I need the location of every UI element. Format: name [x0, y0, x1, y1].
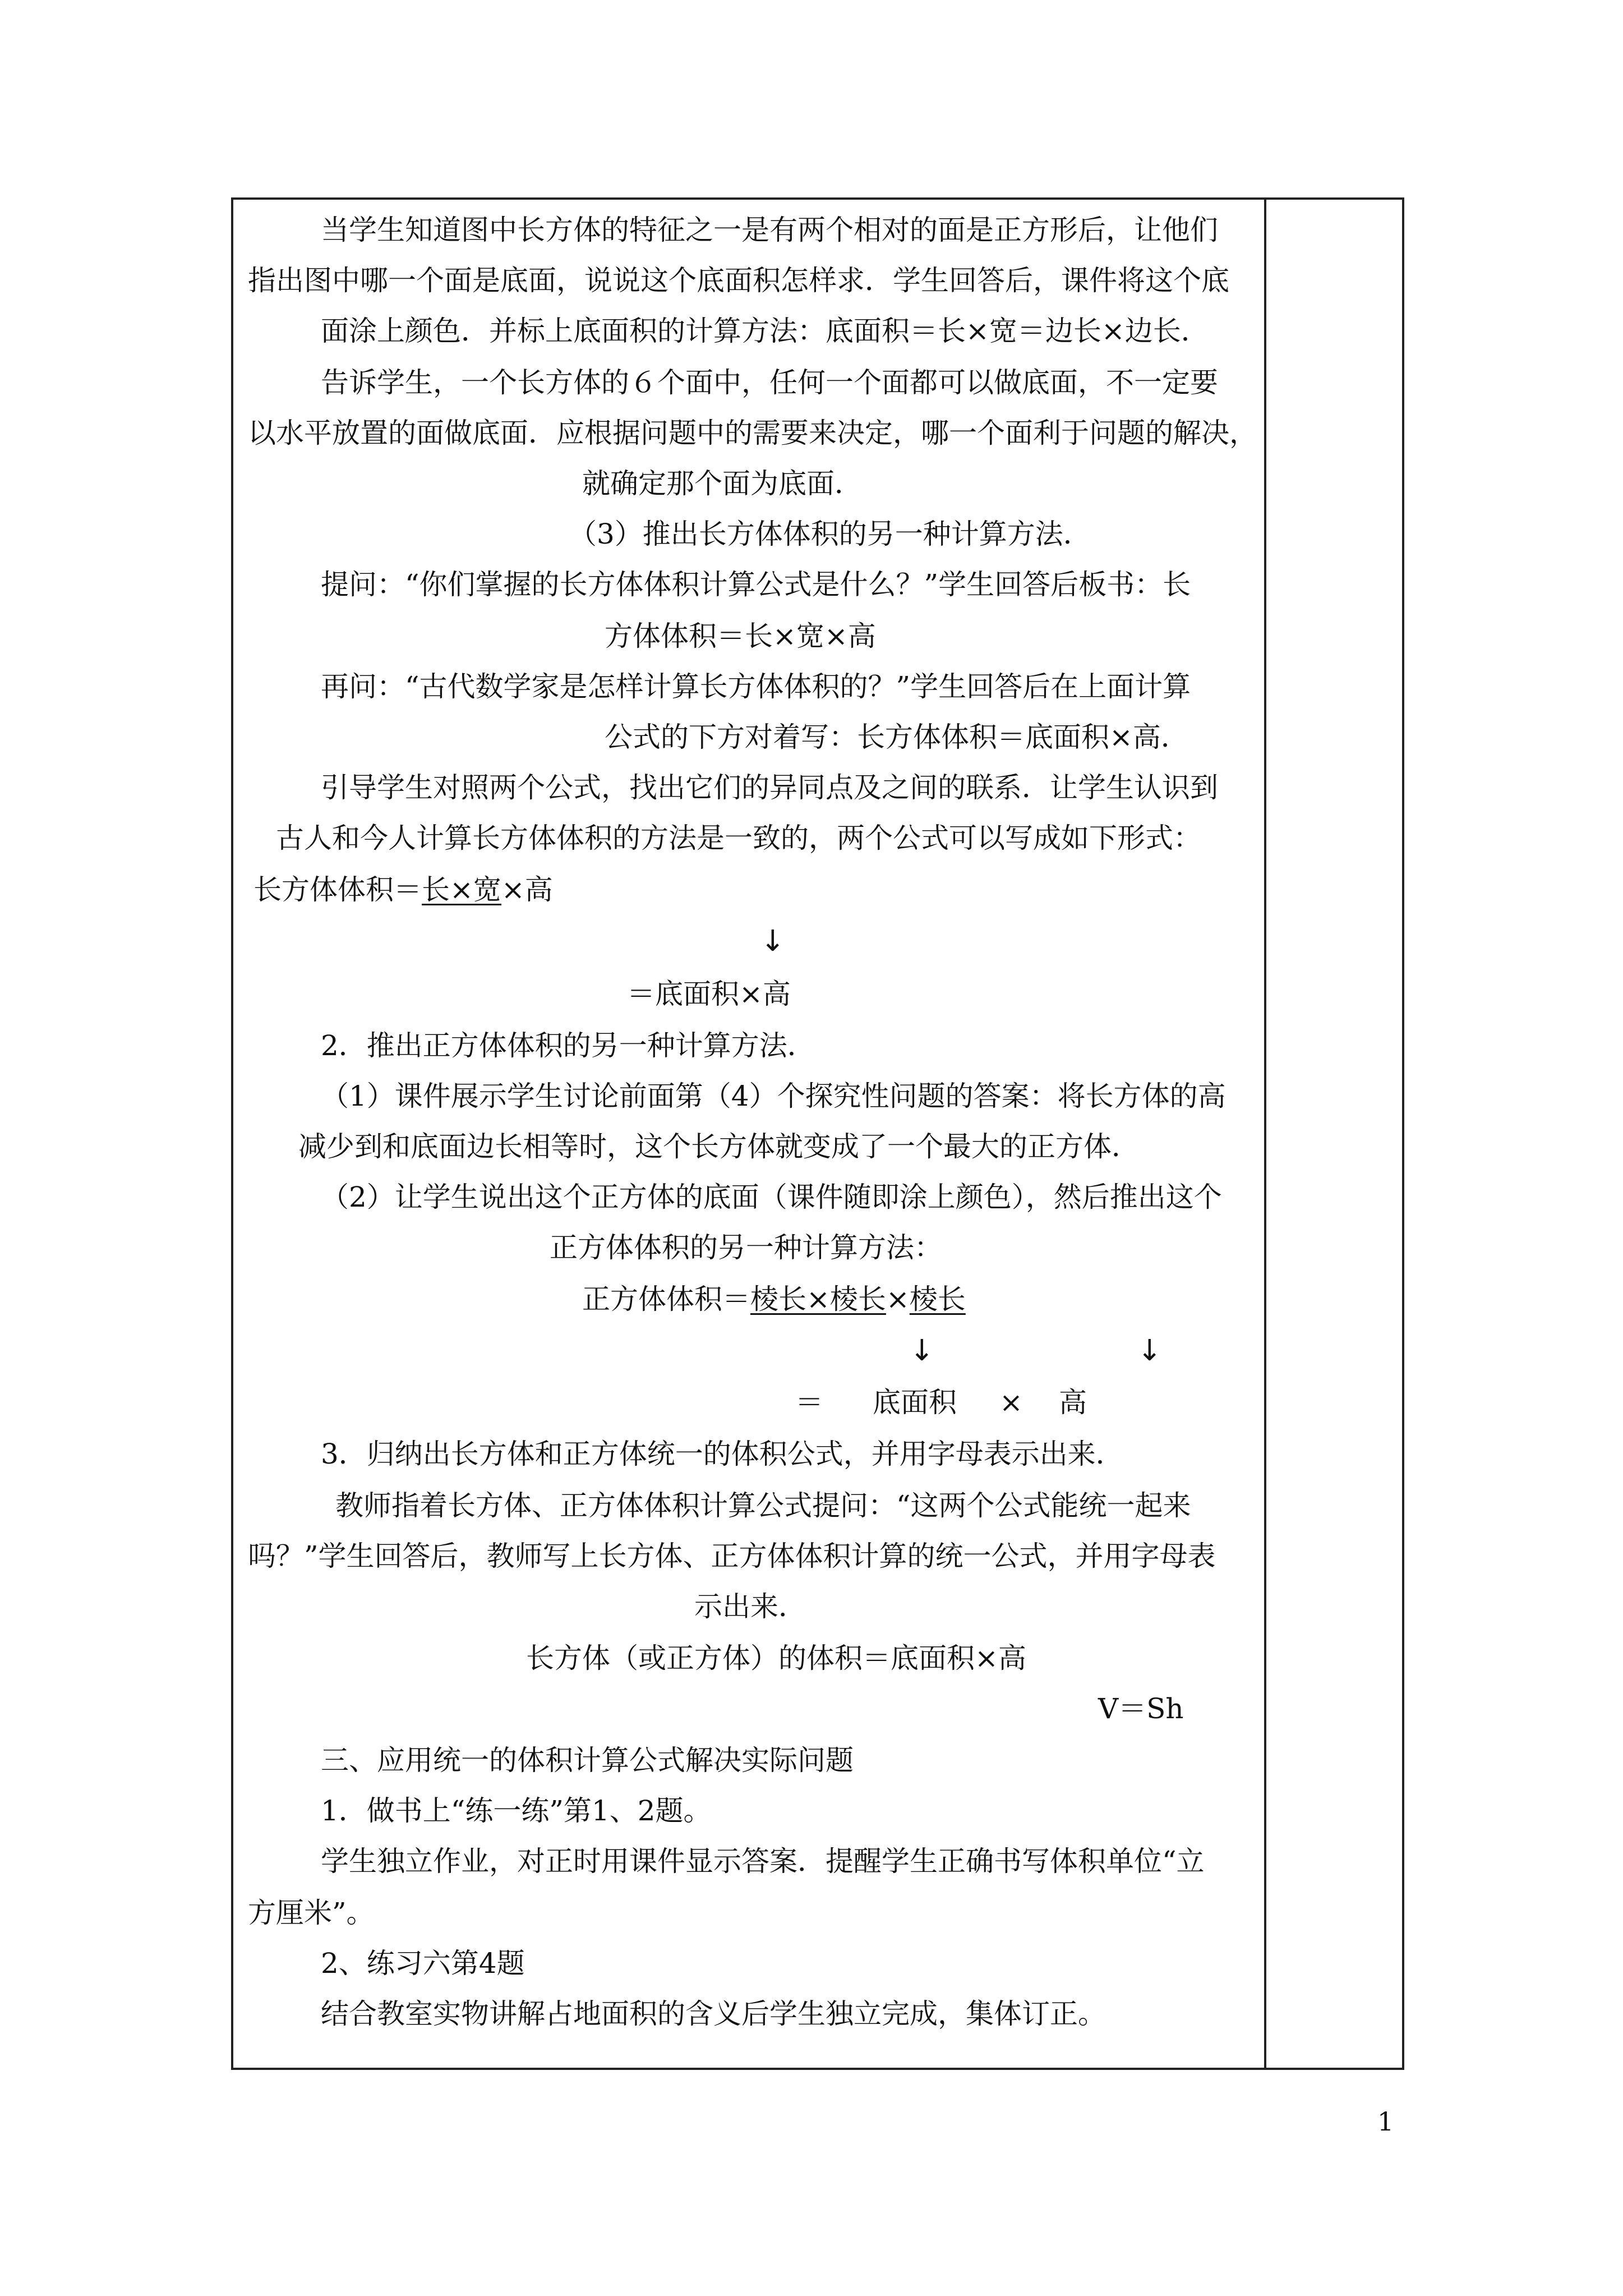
text-line: 引导学生对照两个公式，找出它们的异同点及之间的联系．让学生认识到 — [321, 771, 1218, 804]
text-line: 正方体体积的另一种计算方法： — [550, 1231, 942, 1264]
text-line: （3）推出长方体体积的另一种计算方法． — [569, 518, 1091, 550]
text-line: 面涂上颜色．并标上底面积的计算方法：底面积＝长×宽＝边长×边长． — [321, 315, 1209, 347]
text-line: （2）让学生说出这个正方体的底面（课件随即涂上颜色），然后推出这个 — [321, 1181, 1222, 1213]
down-arrow-icon: ↓ — [760, 924, 785, 958]
formula-times: × — [999, 1386, 1023, 1419]
text-line: 1．做书上“练一练”第1、2题。 — [321, 1795, 712, 1827]
text-line: 古人和今人计算长方体体积的方法是一致的，两个公式可以写成如下形式： — [276, 822, 1201, 854]
formula-underlined-term: 长×宽 — [422, 873, 501, 906]
text-line: 就确定那个面为底面． — [582, 467, 863, 500]
text-line: 当学生知道图中长方体的特征之一是有两个相对的面是正方形后，让他们 — [321, 214, 1218, 246]
formula-times: × — [886, 1283, 910, 1315]
formula-suffix: ×高 — [501, 873, 553, 906]
text-line: 2．推出正方体体积的另一种计算方法． — [321, 1029, 815, 1062]
text-line: 长方体（或正方体）的体积＝底面积×高 — [526, 1642, 1026, 1674]
text-line: 吗？”学生回答后，教师写上长方体、正方体体积计算的统一公式，并用字母表 — [248, 1540, 1216, 1572]
formula-underlined-term: 棱长 — [909, 1283, 966, 1315]
text-line: 告诉学生，一个长方体的６个面中，任何一个面都可以做底面，不一定要 — [321, 366, 1218, 399]
formula-cuboid-line — [253, 873, 553, 907]
formula-underlined-term: 棱长×棱长 — [750, 1283, 886, 1315]
text-line: 减少到和底面边长相等时，这个长方体就变成了一个最大的正方体． — [298, 1130, 1140, 1163]
text-line: 提问：“你们掌握的长方体体积计算公式是什么？”学生回答后板书：长 — [321, 568, 1191, 601]
formula-height: 高 — [1059, 1386, 1087, 1419]
formula-letters: V＝Sh — [1098, 1692, 1184, 1725]
text-line: 方体体积＝长×宽×高 — [605, 620, 876, 652]
text-line: 指出图中哪一个面是底面，说说这个底面积怎样求．学生回答后，课件将这个底 — [248, 264, 1229, 297]
text-line: 教师指着长方体、正方体体积计算公式提问：“这两个公式能统一起来 — [335, 1489, 1191, 1522]
text-line: 2、练习六第4题 — [321, 1947, 525, 1980]
formula-equals: ＝ — [795, 1386, 823, 1419]
table-column-divider — [1264, 197, 1266, 2070]
text-line: 结合教室实物讲解占地面积的含义后学生独立完成，集体订正。 — [321, 1998, 1106, 2030]
text-line: 公式的下方对着写：长方体体积＝底面积×高． — [605, 721, 1189, 753]
page-number: 1 — [1377, 2106, 1394, 2137]
formula-base-area: 底面积 — [873, 1386, 957, 1419]
text-line: 以水平放置的面做底面．应根据问题中的需要来决定，哪一个面利于问题的解决， — [248, 417, 1257, 449]
text-line: ＝底面积×高 — [627, 978, 791, 1010]
formula-prefix: 长方体体积＝ — [253, 873, 422, 906]
text-line: 学生独立作业，对正时用课件显示答案．提醒学生正确书写体积单位“立 — [321, 1845, 1205, 1878]
text-line: 示出来． — [694, 1590, 806, 1623]
formula-prefix: 正方体体积＝ — [582, 1283, 750, 1315]
text-line: （1）课件展示学生讨论前面第（4）个探究性问题的答案：将长方体的高 — [321, 1080, 1226, 1112]
down-arrow-icon: ↓ — [1137, 1334, 1162, 1368]
formula-cube-line — [582, 1282, 966, 1316]
down-arrow-icon: ↓ — [910, 1334, 934, 1368]
text-line: 3．归纳出长方体和正方体统一的体积公式，并用字母表示出来． — [321, 1438, 1124, 1470]
text-line: 再问：“古代数学家是怎样计算长方体体积的？”学生回答后在上面计算 — [321, 670, 1191, 703]
section-heading: 三、应用统一的体积计算公式解决实际问题 — [321, 1744, 854, 1777]
text-line: 方厘米”。 — [248, 1897, 375, 1929]
